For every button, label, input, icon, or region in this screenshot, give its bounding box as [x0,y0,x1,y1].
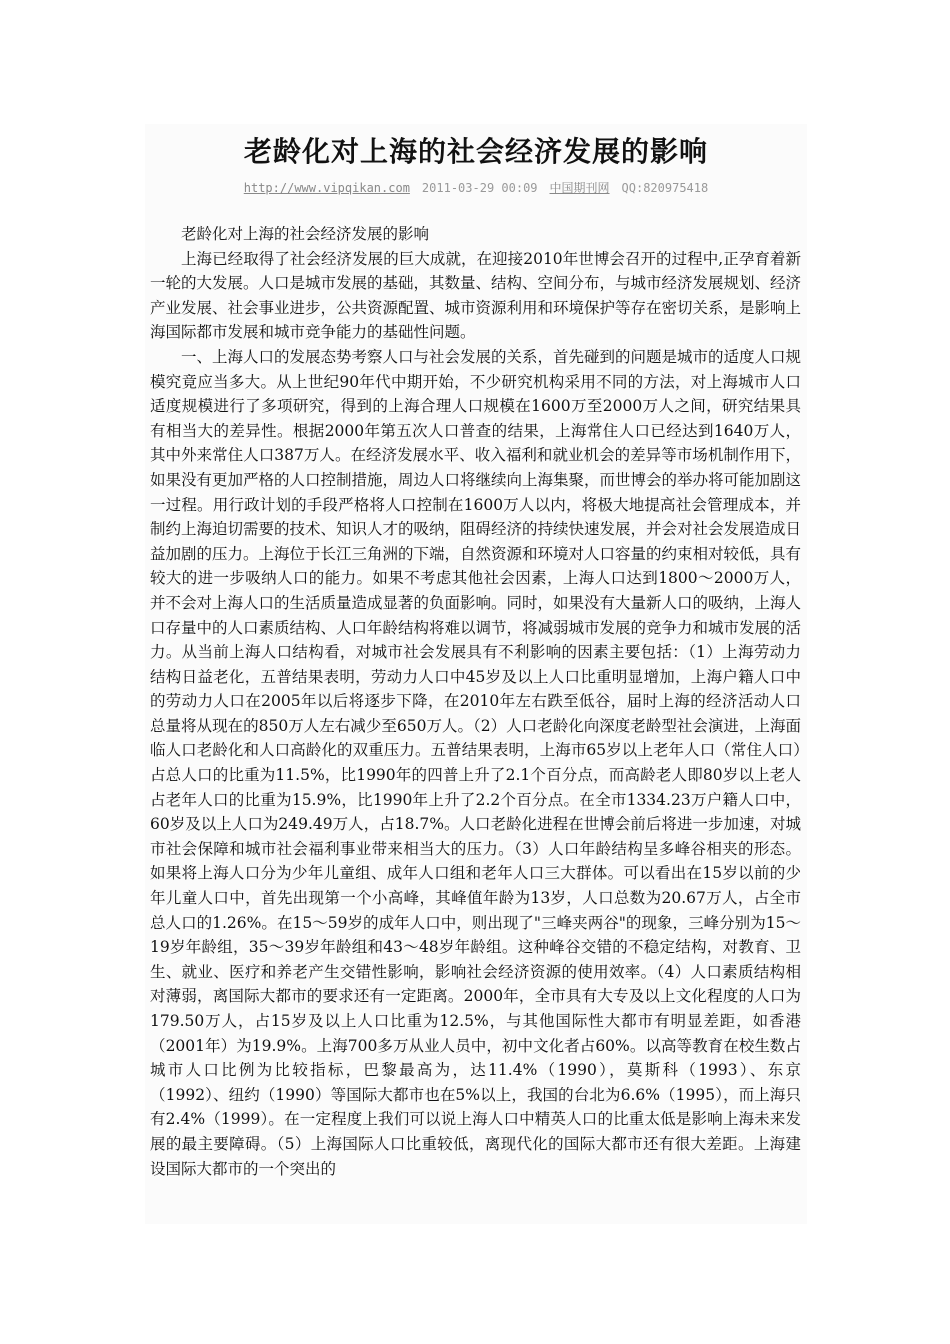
body-paragraph-population: 一、上海人口的发展态势考察人口与社会发展的关系，首先碰到的问题是城市的适度人口规模究竟应当多大。从上世纪90年代中期开始，不少研究机构采用不同的方法，对上海城市人口适度规模进行了多项研究，得到的上海合理人口规模在1600万至2000万人之间，研究结果具有相当大的差异性。根据2000年第五次人口普查的结果，上海常住人口已经达到1640万人，其中外来常住人口387万人。在经济发展水平、收入福利和就业机会的差异等市场机制作用下，如果没有更加严格的人口控制措施，周边人口将继续向上海集聚，而世博会的举办将可能加剧这一过程。用行政计划的手段严格将人口控制在1600万人以内，将极大地提高社会管理成本，并制约上海迫切需要的技术、知识人才的吸纳，阻碍经济的持续快速发展，并会对社会发展造成日益加剧的压力。上海位于长江三角洲的下端，自然资源和环境对人口容量的约束相对较低，具有较大的进一步吸纳人口的能力。如果不考虑其他社会因素，上海人口达到1800～2000万人，并不会对上海人口的生活质量造成显著的负面影响。同时，如果没有大量新人口的吸纳，上海人口存量中的人口素质结构、人口年龄结构将难以调节，将减弱城市发展的竞争力和城市发展的活力。从当前上海人口结构看，对城市社会发展具有不利影响的因素主要包括：（1）上海劳动力结构日益老化，五普结果表明，劳动力人口中45岁及以上人口比重明显增加，上海户籍人口中的劳动力人口在2005年以后将逐步下降，在2010年左右跌至低谷，届时上海的经济活动人口总量将从现在的850万人左右减少至650万人。（2）人口老龄化向深度老龄型社会演进，上海面临人口老龄化和人口高龄化的双重压力。五普结果表明，上海市65岁以上老年人口（常住人口）占总人口的比重为11.5%，比1990年的四普上升了2.1个百分点，而高龄老人即80岁以上老人占老年人口的比重为15.9%，比1990年上升了2.2个百分点。在全市1334.23万户籍人口中，60岁及以上人口为249.49万人，占18.7%。人口老龄化进程在世博会前后将进一步加速，对城市社会保障和城市社会福利事业带来相当大的压力。（3）人口年龄结构呈多峰谷相夹的形态。如果将上海人口分为少年儿童组、成年人口组和老年人口三大群体。可以看出在15岁以前的少年儿童人口中，首先出现第一个小高峰，其峰值年龄为13岁，人口总数为20.67万人，占全市总人口的1.26%。在15～59岁的成年人口中，则出现了"三峰夹两谷"的现象，三峰分别为15～19岁年龄组，35～39岁年龄组和43～48岁年龄组。这种峰谷交错的不稳定结构，对教育、卫生、就业、医疗和养老产生交错性影响，影响社会经济资源的使用效率。（4）人口素质结构相对薄弱，离国际大都市的要求还有一定距离。2000年，全市具有大专及以上文化程度的人口为179.50万人，占15岁及以上人口比重为12.5%，与其他国际性大都市有明显差距，如香港（2001年）为19.9%。上海700多万从业人员中，初中文化者占60%。以高等教育在校生数占城市人口比例为比较指标，巴黎最高为，达11.4%（1990），莫斯科（1993）、东京（1992）、纽约（1990）等国际大都市也在5%以上，我国的台北为6.6%（1995），而上海只有2.4%（1999）。在一定程度上我们可以说上海人口中精英人口的比重太低是影响上海未来发展的最主要障碍。（5）上海国际人口比重较低，离现代化的国际大都市还有很大差距。上海建设国际大都市的一个突出的 [150,347,802,1178]
body-paragraph-intro: 上海已经取得了社会经济发展的巨大成就，在迎接2010年世博会召开的过程中,正孕育着新一轮的大发展。人口是城市发展的基础，其数量、结构、空间分布，与城市经济发展规划、经济产业发展、社会事业进步，公共资源配置、城市资源利用和环境保护等存在密切关系，是影响上海国际都市发展和城市竞争能力的基础性问题。 [150,249,802,342]
article-meta [145,178,807,198]
article-body [145,222,807,1181]
source-name-link[interactable]: 中国期刊网 [549,181,610,195]
body-subtitle: 老龄化对上海的社会经济发展的影响 [181,225,430,243]
contact-qq: QQ:820975418 [621,181,709,195]
publish-datetime: 2011-03-29 00:09 [421,181,538,195]
source-url-link[interactable]: http://www.vipqikan.com [243,181,410,195]
article-title: 老龄化对上海的社会经济发展的影响 [243,135,708,168]
article [145,124,807,1224]
